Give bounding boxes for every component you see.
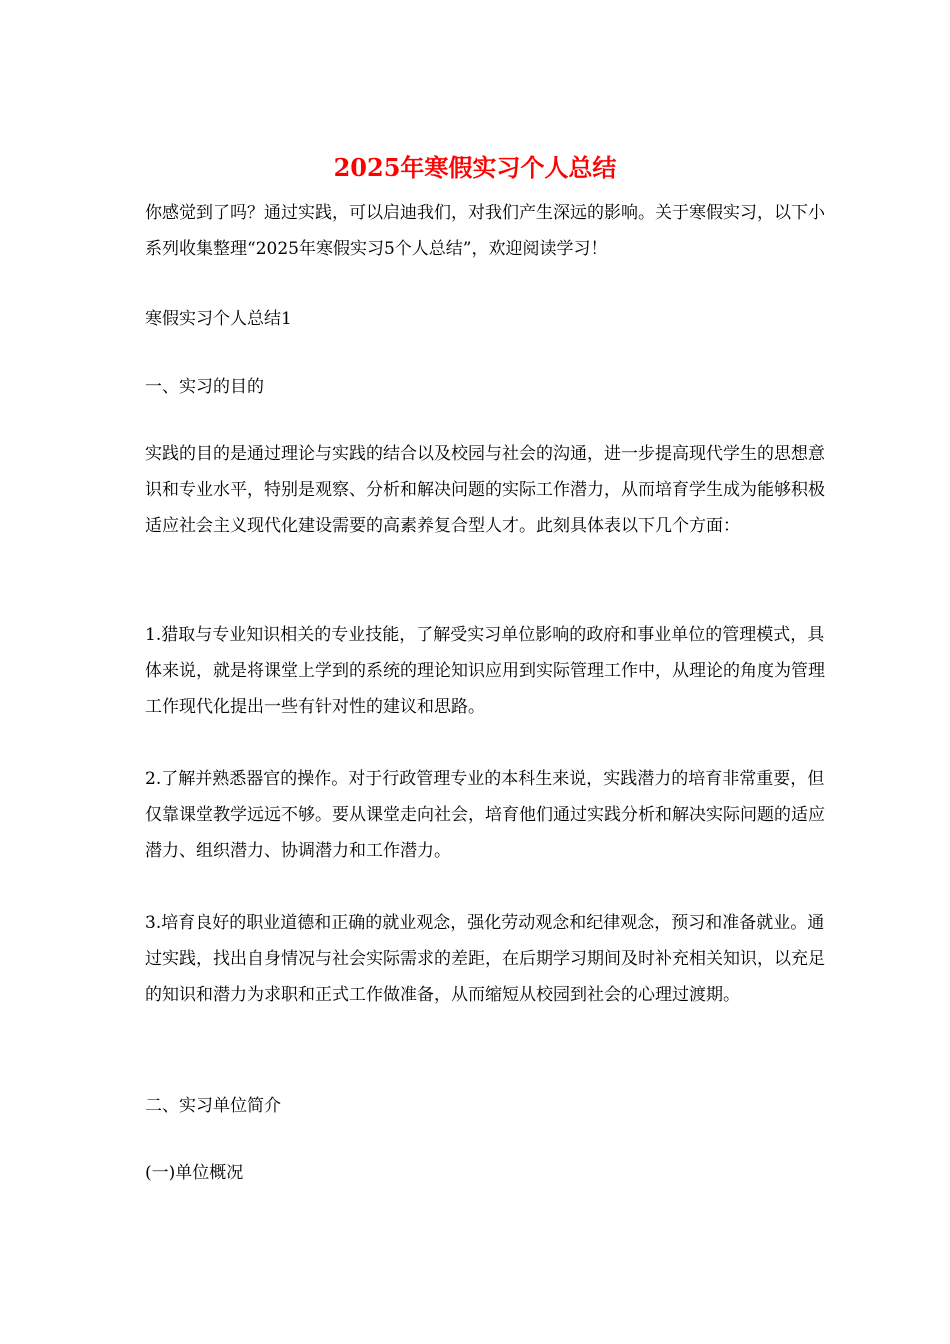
paragraph-item-1: 1.猎取与专业知识相关的专业技能，了解受实习单位影响的政府和事业单位的管理模式，具体来说，就是将课堂上学到的系统的理论知识应用到实际管理工作中，从理论的角度为管理工作现代化提出一些有针对性的建议和思路。 [145,625,825,717]
section-heading [145,369,825,405]
paragraph-block [145,905,825,1013]
paragraph: 你感觉到了吗？通过实践，可以启迪我们，对我们产生深远的影响。关于寒假实习，以下小系列收集整理“2025年寒假实习5个人总结”，欢迎阅读学习！ [145,203,825,259]
section-heading [145,301,825,337]
paragraph-item-2: 2.了解并熟悉器官的操作。对于行政管理专业的本科生来说，实践潜力的培育非常重要，但仅靠课堂教学远远不够。要从课堂走向社会，培育他们通过实践分析和解决实际问题的适应潜力、组织潜力、协调潜力和工作潜力。 [145,769,825,861]
summary-heading: 寒假实习个人总结1 [145,309,292,329]
heading-purpose: 一、实习的目的 [145,377,264,397]
paragraph-block [145,617,825,725]
paragraph-block [145,761,825,869]
intro-paragraph [145,195,825,267]
section-heading [145,1088,825,1124]
paragraph-purpose: 实践的目的是通过理论与实践的结合以及校园与社会的沟通，进一步提高现代学生的思想意识和专业水平，特别是观察、分析和解决问题的实际工作潜力，从而培育学生成为能够积极适应社会主义现代化建设需要的高素养复合型人才。此刻具体表以下几个方面： [145,444,825,536]
paragraph-item-3: 3.培育良好的职业道德和正确的就业观念，强化劳动观念和纪律观念，预习和准备就业。通过实践，找出自身情况与社会实际需求的差距，在后期学习期间及时补充相关知识，以充足的知识和潜力为求职和正式工作做准备，从而缩短从校园到社会的心理过渡期。 [145,913,825,1005]
document-title: 2025年寒假实习个人总结 [333,153,617,182]
subheading-unit-overview: (一)单位概况 [145,1163,244,1183]
heading-unit-intro: 二、实习单位简介 [145,1096,281,1116]
section-heading [145,1155,825,1191]
paragraph-block [145,436,825,544]
